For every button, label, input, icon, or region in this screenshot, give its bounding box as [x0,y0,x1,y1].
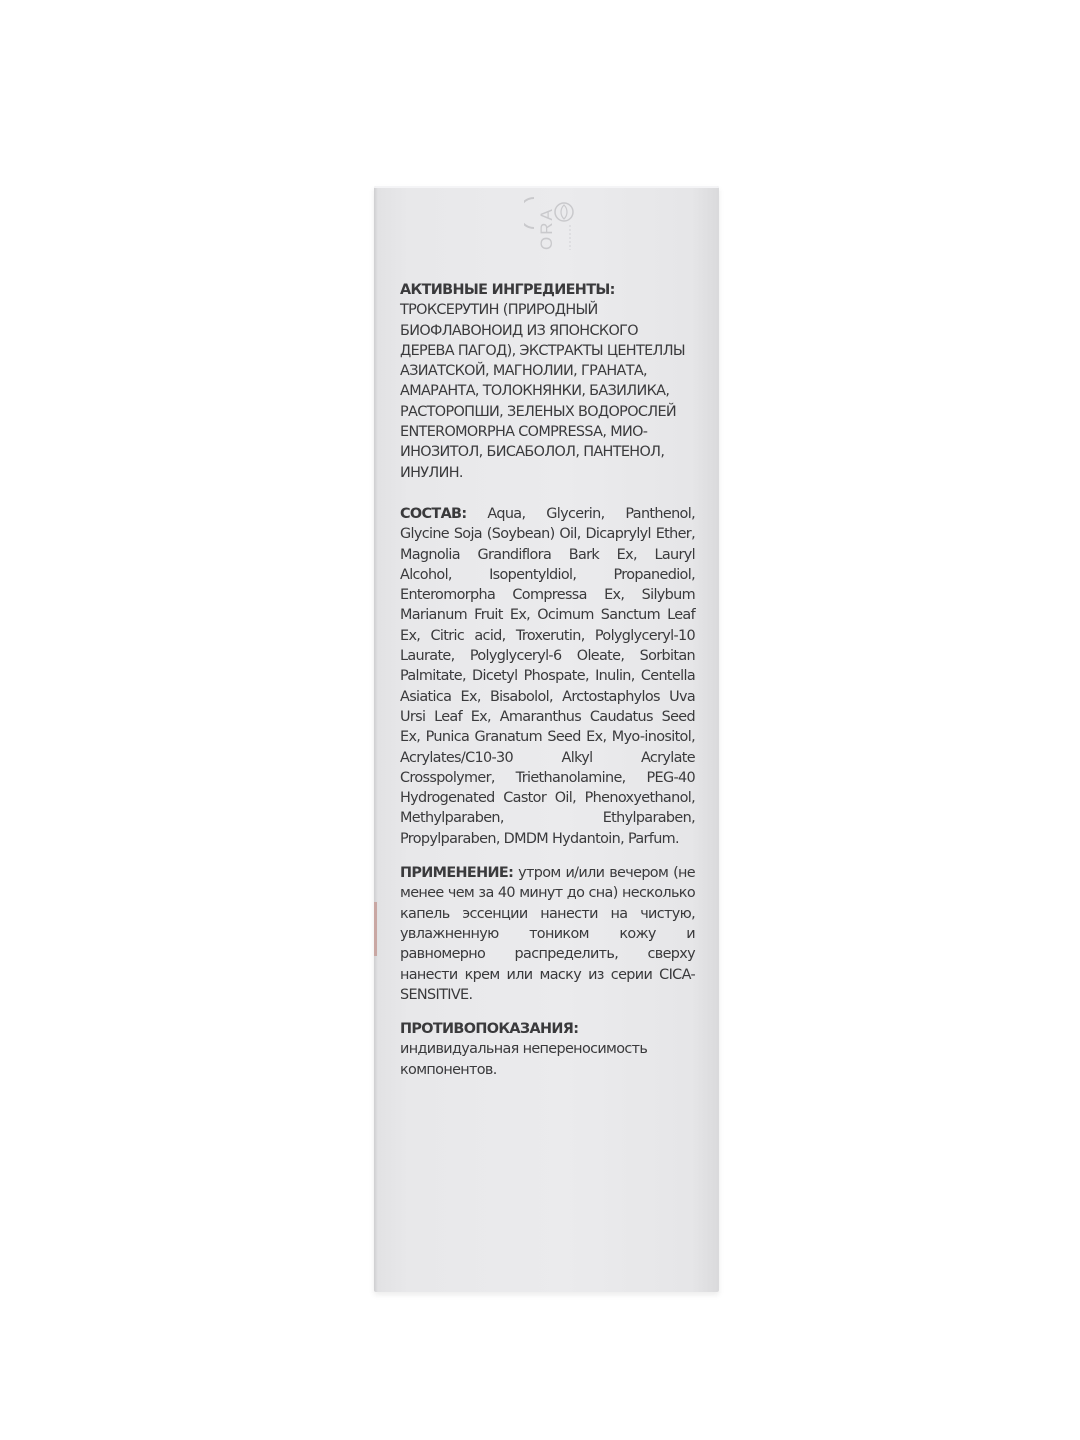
box-top-fold [374,186,719,188]
usage-text: утром и/или вечером (не менее чем за 40 минут до сна) несколько капель эссенции нанести на чистую, увлажненную тоником кожу и равномерно распределить, сверху нанести крем или маску из серии CICA-SENSITIVE. [400,865,695,1003]
contraindications-section [400,1019,695,1080]
contraindications-text: индивидуальная непереносимость компонентов. [400,1041,648,1078]
box-side-accent [374,902,377,956]
active-ingredients-text: ТРОКСЕРУТИН (ПРИРОДНЫЙ БИОФЛАВОНОИД ИЗ ЯПОНСКОГО ДЕРЕВА ПАГОД), ЭКСТРАКТЫ ЦЕНТЕЛЛЫ АЗИАТСКОЙ, МАГНОЛИИ, ГРАНАТА, АМАРАНТА, ТОЛОКНЯНКИ, БАЗИЛИКА, РАСТОРОПШИ, ЗЕЛЕНЫХ ВОДОРОСЛЕЙ ENTEROMORPHA COMPRESSA, МИО-ИНОЗИТОЛ, БИСАБОЛОЛ, ПАНТЕНОЛ, ИНУЛИН. [400,302,685,481]
active-ingredients-heading: АКТИВНЫЕ ИНГРЕДИЕНТЫ: [400,282,615,298]
composition-text: Aqua, Glycerin, Panthenol, Glycine Soja (Soybean) Oil, Dicaprylyl Ether, Magnolia Grandiflora Bark Ex, Lauryl Alcohol, Isopentyldiol, Propanediol, Enteromorpha Compressa Ex, Silybum Marianum Fruit Ex, Ocimum Sanctum Leaf Ex, Citric acid, Troxerutin, Polyglyceryl-10 Laurate, Polyglyceryl-6 Oleate, Sorbitan Palmitate, Dicetyl Phospate, Inulin, Centella Asiatica Ex, Bisabolol, Arctostaphylos Uva Ursi Leaf Ex, Amaranthus Caudatus Seed Ex, Punica Granatum Seed Ex, Myo-inositol, Acrylates/C10-30 Alkyl Acrylate Crosspolymer, Triethanolamine, PEG-40 Hydrogenated Castor Oil, Phenoxyethanol, Methylparaben, Ethylparaben, Propylparaben, DMDM Hydantoin, Parfum. [400,505,695,847]
usage-section [400,863,695,1005]
composition-section [400,504,695,849]
contraindications-heading: ПРОТИВОПОКАЗАНИЯ: [400,1021,579,1038]
label-text-block [400,280,695,1080]
usage-heading: ПРИМЕНЕНИЕ: [400,865,514,882]
svg-text:ORA: ORA [537,207,556,250]
product-box [374,186,719,1292]
composition-heading: СОСТАВ: [400,505,467,522]
active-ingredients-section [400,280,695,483]
brand-logo-icon [524,192,584,254]
